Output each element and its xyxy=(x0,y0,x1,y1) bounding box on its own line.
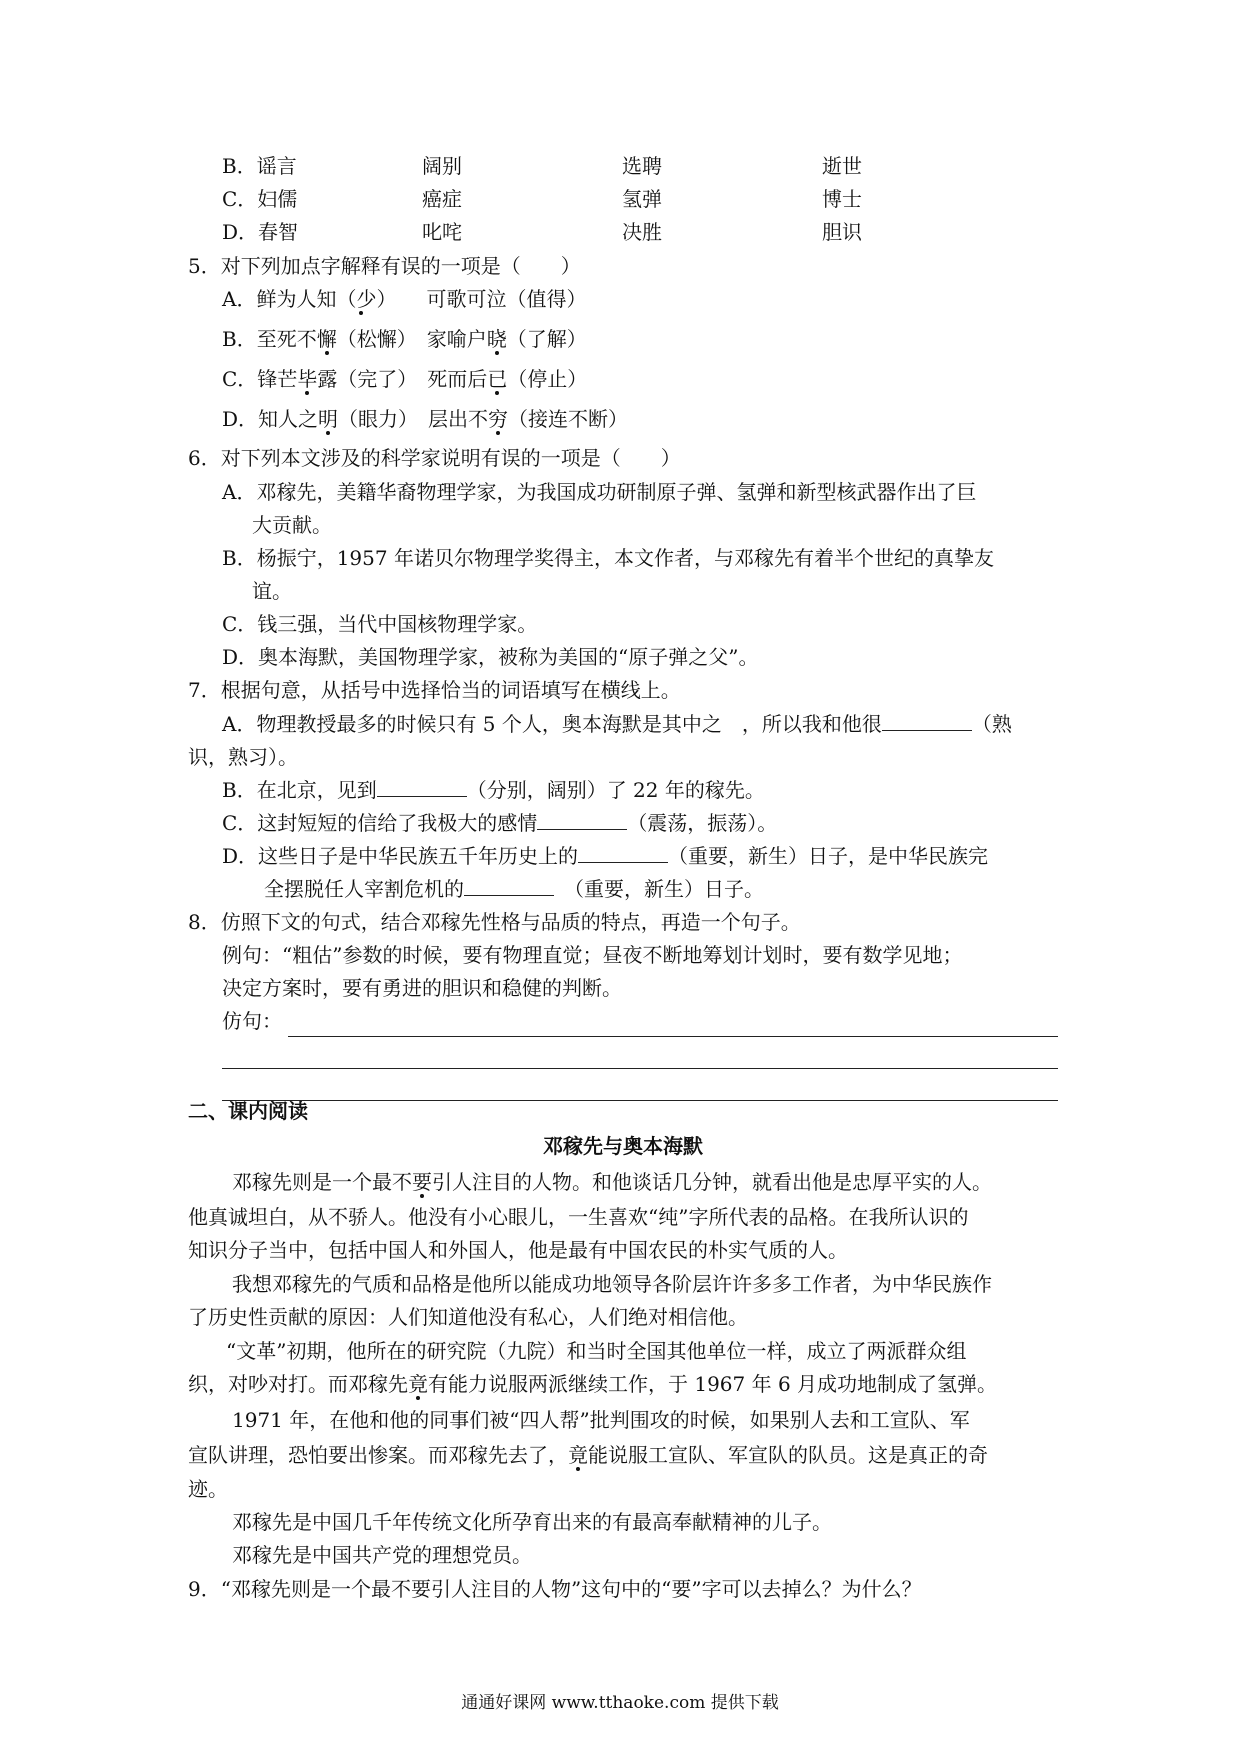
dotted-char: 已 xyxy=(487,367,508,391)
option-cell: 博士 xyxy=(822,187,862,211)
text: （重要，新生）日子。 xyxy=(554,877,764,901)
option-cell: 决胜 xyxy=(622,220,662,244)
text: 织，对吵对打。而邓稼先 xyxy=(188,1372,408,1396)
passage-p2-line2: 了历史性贡献的原因：人们知道他没有私心，人们绝对相信他。 xyxy=(188,1305,748,1329)
q7-option-a-line2: 识，熟习）。 xyxy=(188,745,298,769)
q5-option-d xyxy=(222,405,628,433)
q8-imitate-label: 仿句： xyxy=(222,1009,282,1033)
fill-blank[interactable] xyxy=(464,875,554,896)
passage-p4-line1: 1971 年，在他和他的同事们被“四人帮”批判围攻的时候，如果别人去和工宣队、军 xyxy=(232,1408,970,1432)
text: 引人注目的人物。和他谈话几分钟，就看出他是忠厚平实的人。 xyxy=(432,1170,992,1194)
text: 为人知（少） 可 xyxy=(276,287,447,311)
answer-line[interactable] xyxy=(222,1068,1058,1069)
dotted-char: 要 xyxy=(412,1170,432,1194)
option-cell: 叱咤 xyxy=(422,220,462,244)
passage-p3-line2 xyxy=(188,1370,997,1398)
fill-blank[interactable] xyxy=(578,842,668,863)
fill-blank[interactable] xyxy=(537,809,627,830)
text: （停止） xyxy=(507,367,588,391)
dotted-char: 毕 xyxy=(297,367,318,391)
text: （了解） xyxy=(506,327,587,351)
option-cell: 胆识 xyxy=(822,220,862,244)
fill-blank[interactable] xyxy=(377,776,467,797)
dotted-char: 明 xyxy=(318,407,339,431)
q6-option-b-line1: B．杨振宁，1957 年诺贝尔物理学奖得主，本文作者，与邓稼先有着半个世纪的真挚友 xyxy=(222,546,994,570)
passage-p1-line2: 他真诚坦白，从不骄人。他没有小心眼儿，一生喜欢“纯”字所代表的品格。在我所认识的 xyxy=(188,1205,969,1229)
option-cell: C．妇儒 xyxy=(222,187,298,211)
option-cell: D．春智 xyxy=(222,220,299,244)
text: C．这封短短的信给了我极大的感情 xyxy=(222,811,538,835)
text: A．物理教授最多的时候只有 5 个人，奥本海默是其中之 ，所以我和他很 xyxy=(222,712,882,736)
text: （分别，阔别）了 22 年的稼先。 xyxy=(466,778,765,802)
dotted-char: 晓 xyxy=(486,327,507,351)
answer-line[interactable] xyxy=(222,1100,1058,1101)
option-cell: 阔别 xyxy=(422,154,462,178)
q5-stem: 5．对下列加点字解释有误的一项是（ ） xyxy=(188,254,581,278)
q8-stem: 8．仿照下文的句式，结合邓稼先性格与品质的特点，再造一个句子。 xyxy=(188,910,801,934)
text: 有能力说服两派继续工作，于 1967 年 6 月成功地制成了氢弹。 xyxy=(428,1372,998,1396)
dotted-char: 懈 xyxy=(316,327,337,351)
fill-blank[interactable] xyxy=(882,710,972,731)
text: C．锋芒 xyxy=(222,367,298,391)
q7-option-b xyxy=(222,776,765,804)
option-cell: 癌症 xyxy=(422,187,462,211)
text: （熟 xyxy=(971,712,1012,736)
passage-p1-line1 xyxy=(232,1168,992,1196)
text: 能说服工宣队、军宣队的队员。这是真正的奇 xyxy=(588,1443,988,1467)
passage-p1-line3: 知识分子当中，包括中国人和外国人，他是最有中国农民的朴实气质的人。 xyxy=(188,1238,848,1262)
q9-stem: 9．“邓稼先则是一个最不要引人注目的人物”这句中的“要”字可以去掉么？为什么？ xyxy=(188,1577,922,1601)
q5-option-c xyxy=(222,365,587,393)
q7-stem: 7．根据句意，从括号中选择恰当的词语填写在横线上。 xyxy=(188,678,681,702)
passage-p6: 邓稼先是中国共产党的理想党员。 xyxy=(232,1543,532,1567)
text: 歌可泣（值得） xyxy=(446,287,587,311)
section-heading: 二、课内阅读 xyxy=(188,1099,308,1123)
q7-option-d-line2 xyxy=(264,875,764,903)
text: D．知人之 xyxy=(222,407,319,431)
q8-example-line1: 例句：“粗估”参数的时候，要有物理直觉；昼夜不断地筹划计划时，要有数学见地； xyxy=(222,943,963,967)
option-cell: 氢弹 xyxy=(622,187,662,211)
passage-p3-line1: “文革”初期，他所在的研究院（九院）和当时全国其他单位一样，成立了两派群众组 xyxy=(226,1339,967,1363)
text: A．鲜 xyxy=(222,287,277,311)
q5-option-b xyxy=(222,325,587,353)
text: B．在北京，见到 xyxy=(222,778,377,802)
q6-option-a-line2: 大贡献。 xyxy=(252,513,332,537)
q7-option-c xyxy=(222,809,777,837)
passage-p5: 邓稼先是中国几千年传统文化所孕育出来的有最高奉献精神的儿子。 xyxy=(232,1510,832,1534)
text: D．这些日子是中华民族五千年历史上的 xyxy=(222,844,579,868)
option-row-b xyxy=(222,152,982,180)
q6-option-b-line2: 谊。 xyxy=(252,579,292,603)
answer-line[interactable] xyxy=(288,1036,1058,1037)
option-cell: B．谣言 xyxy=(222,154,297,178)
text: （松懈） 家喻户 xyxy=(336,327,487,351)
passage-p4-line3: 迹。 xyxy=(188,1477,228,1501)
option-cell: 逝世 xyxy=(822,154,862,178)
dotted-char: 竟 xyxy=(568,1443,588,1467)
q6-option-c: C．钱三强，当代中国核物理学家。 xyxy=(222,612,538,636)
text: 全摆脱任人宰割危机的 xyxy=(264,877,464,901)
footer-watermark: 通通好课网 www.tthaoke.com 提供下载 xyxy=(461,1693,779,1713)
text: （接连不断） xyxy=(508,407,629,431)
text: （眼力） 层出不 xyxy=(338,407,489,431)
text: （震荡，振荡）。 xyxy=(627,811,778,835)
option-row-d xyxy=(222,218,982,246)
dotted-char: 竟 xyxy=(408,1372,428,1396)
q5-option-a xyxy=(222,285,586,313)
q6-stem: 6．对下列本文涉及的科学家说明有误的一项是（ ） xyxy=(188,446,681,470)
text: 宣队讲理，恐怕要出惨案。而邓稼先去了， xyxy=(188,1443,568,1467)
option-cell: 选聘 xyxy=(622,154,662,178)
option-row-c xyxy=(222,185,982,213)
q8-example-line2: 决定方案时，要有勇进的胆识和稳健的判断。 xyxy=(222,976,622,1000)
text: 露（完了） 死而后 xyxy=(317,367,488,391)
q7-option-a xyxy=(222,710,1012,738)
passage-p4-line2 xyxy=(188,1441,988,1469)
text: （重要，新生）日子，是中华民族完 xyxy=(668,844,989,868)
q6-option-d: D．奥本海默，美国物理学家，被称为美国的“原子弹之父”。 xyxy=(222,645,759,669)
passage-title: 邓稼先与奥本海默 xyxy=(543,1134,703,1158)
text: 邓稼先则是一个最不 xyxy=(232,1170,412,1194)
passage-p2-line1: 我想邓稼先的气质和品格是他所以能成功地领导各阶层许许多多工作者，为中华民族作 xyxy=(232,1272,992,1296)
q7-option-d xyxy=(222,842,988,870)
dotted-char: 穷 xyxy=(488,407,509,431)
q6-option-a-line1: A．邓稼先，美籍华裔物理学家，为我国成功研制原子弹、氢弹和新型核武器作出了巨 xyxy=(222,480,977,504)
text: B．至死不 xyxy=(222,327,317,351)
